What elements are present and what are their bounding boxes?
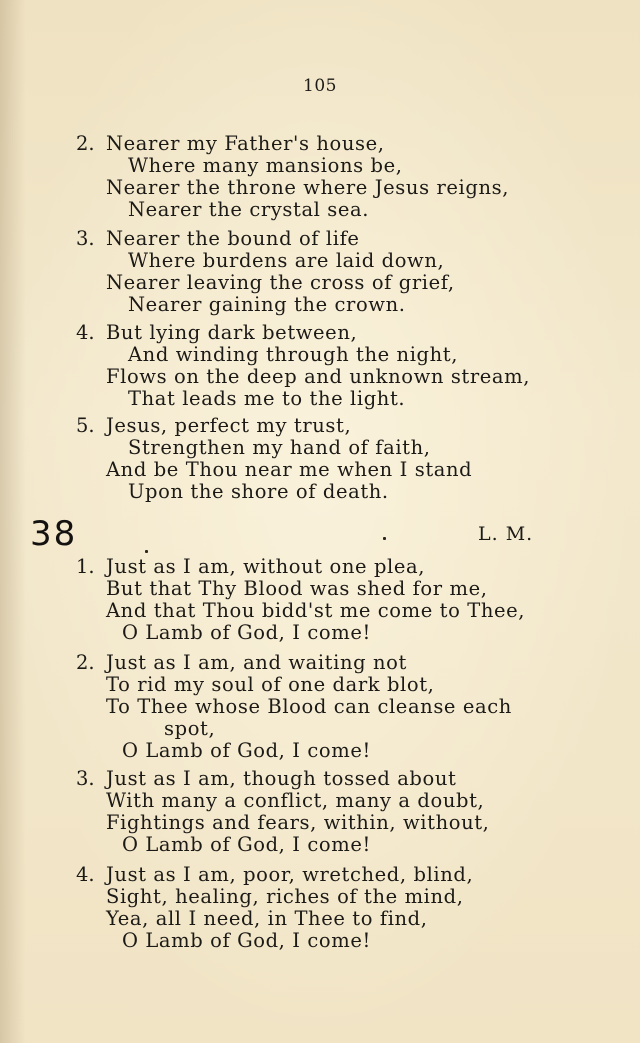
stanza-line: Just as I am, though tossed about [106, 767, 457, 790]
stanza-line: O Lamb of God, I come! [122, 929, 371, 952]
stanza-number: 4. [76, 863, 95, 886]
hymn-meter: L. M. [478, 523, 534, 545]
page-edge-shadow [0, 0, 26, 1043]
stanza-line: And that Thou bidd'st me come to Thee, [106, 599, 526, 622]
stanza-number: 4. [76, 321, 95, 344]
stanza-line: Just as I am, poor, wretched, blind, [106, 863, 474, 886]
stanza-number: 5. [76, 414, 95, 437]
stanza-line: That leads me to the light. [128, 387, 406, 410]
stanza-line: But lying dark between, [106, 321, 358, 344]
stanza-line: Upon the shore of death. [128, 480, 389, 503]
stanza-line: O Lamb of God, I come! [122, 833, 371, 856]
stanza-line: But that Thy Blood was shed for me, [106, 577, 488, 600]
stanza-line: Nearer gaining the crown. [128, 293, 406, 316]
stanza-line: To rid my soul of one dark blot, [106, 673, 435, 696]
stanza-line: Nearer the crystal sea. [128, 198, 370, 221]
print-speck [145, 550, 148, 553]
stanza-line: Nearer leaving the cross of grief, [106, 271, 455, 294]
stanza-number: 3. [76, 227, 95, 250]
stanza-line: O Lamb of God, I come! [122, 621, 371, 644]
stanza-number: 2. [76, 132, 95, 155]
print-speck [383, 537, 386, 540]
hymn-number: 38 [30, 514, 78, 554]
stanza-line: Fightings and fears, within, without, [106, 811, 490, 834]
stanza-line: And winding through the night, [128, 343, 459, 366]
stanza-line: Strengthen my hand of faith, [128, 436, 431, 459]
stanza-line: With many a conflict, many a doubt, [106, 789, 485, 812]
stanza-line: Just as I am, without one plea, [106, 555, 426, 578]
stanza-line: Nearer the bound of life [106, 227, 360, 250]
stanza-line: Where burdens are laid down, [128, 249, 445, 272]
stanza-line: Sight, healing, riches of the mind, [106, 885, 464, 908]
page-number: 105 [303, 76, 337, 96]
stanza-line: Just as I am, and waiting not [106, 651, 407, 674]
stanza-line: Jesus, perfect my trust, [106, 414, 352, 437]
stanza-line: To Thee whose Blood can cleanse each [106, 695, 512, 718]
stanza-line: O Lamb of God, I come! [122, 739, 371, 762]
stanza-line: Where many mansions be, [128, 154, 403, 177]
stanza-number: 1. [76, 555, 95, 578]
stanza-line: spot, [164, 717, 216, 740]
stanza-line: Flows on the deep and unknown stream, [106, 365, 531, 388]
stanza-number: 3. [76, 767, 95, 790]
stanza-line: Nearer my Father's house, [106, 132, 385, 155]
stanza-line: Nearer the throne where Jesus reigns, [106, 176, 510, 199]
stanza-line: And be Thou near me when I stand [106, 458, 473, 481]
stanza-number: 2. [76, 651, 95, 674]
stanza-line: Yea, all I need, in Thee to find, [106, 907, 428, 930]
